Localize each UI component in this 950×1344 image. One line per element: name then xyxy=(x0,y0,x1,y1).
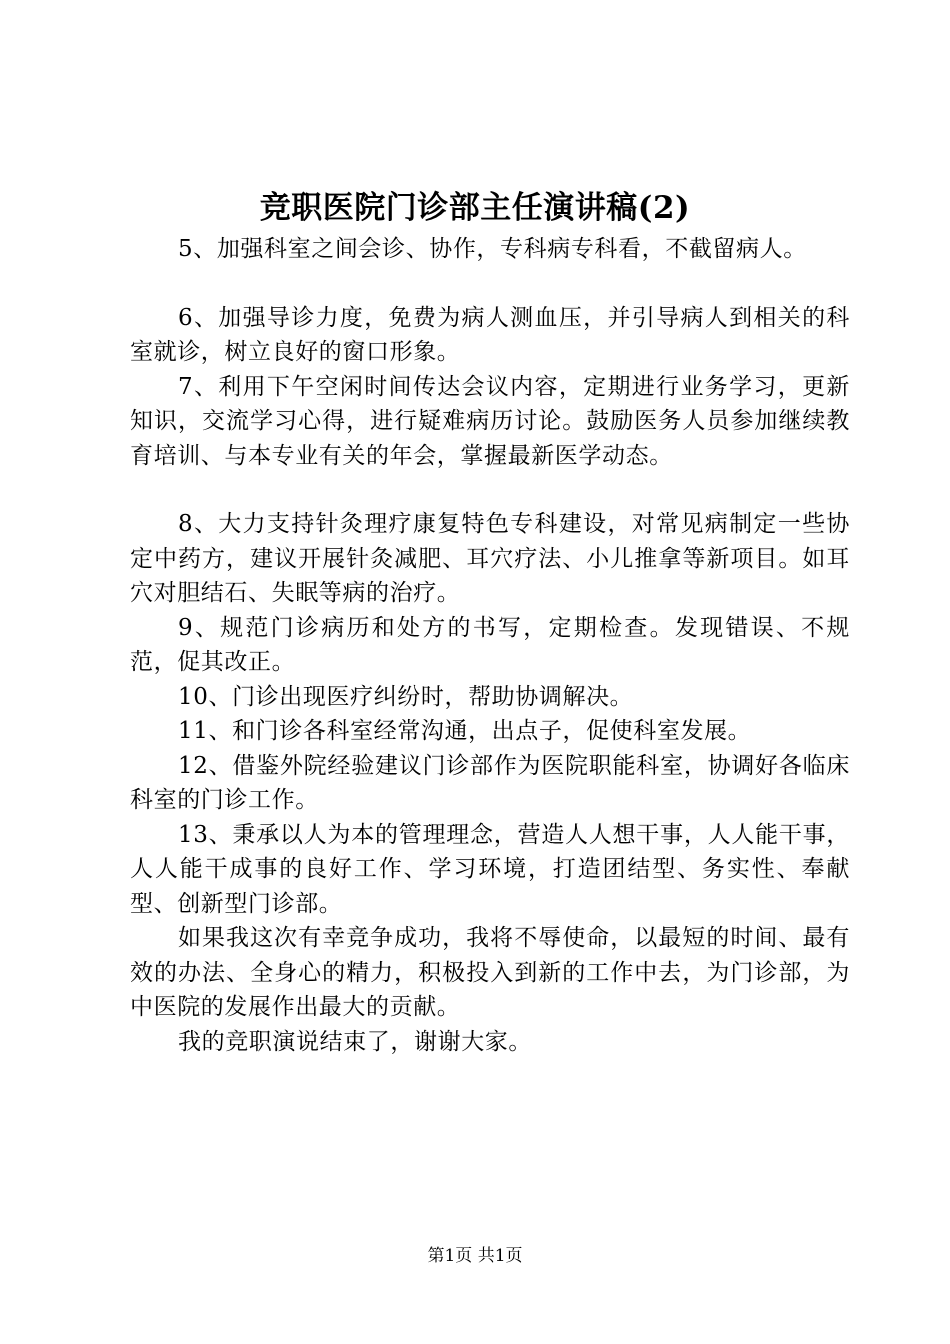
document-title: 竞职医院门诊部主任演讲稿(2) xyxy=(259,190,691,226)
paragraph-9: 9、规范门诊病历和处方的书写，定期检查。发现错误、不规范，促其改正。 xyxy=(130,614,850,675)
paragraph-13: 13、秉承以人为本的管理理念，营造人人想干事，人人能干事，人人能干成事的良好工作、学习环境，打造团结型、务实性、奉献型、创新型门诊部。 xyxy=(130,821,850,917)
paragraph-thanks: 我的竞职演说结束了，谢谢大家。 xyxy=(178,1028,532,1055)
page-footer: 第1页 共1页 xyxy=(427,1246,523,1266)
document-body xyxy=(130,232,850,1059)
paragraph-7: 7、利用下午空闲时间传达会议内容，定期进行业务学习，更新知识，交流学习心得，进行疑难病历讨论。鼓励医务人员参加继续教育培训、与本专业有关的年会，掌握最新医学动态。 xyxy=(130,373,850,469)
paragraph-12: 12、借鉴外院经验建议门诊部作为医院职能科室，协调好各临床科室的门诊工作。 xyxy=(130,752,850,813)
paragraph-8: 8、大力支持针灸理疗康复特色专科建设，对常见病制定一些协定中药方，建议开展针灸减肥、耳穴疗法、小儿推拿等新项目。如耳穴对胆结石、失眠等病的治疗。 xyxy=(130,511,850,606)
paragraph-closing: 如果我这次有幸竞争成功，我将不辱使命，以最短的时间、最有效的办法、全身心的精力，积极投入到新的工作中去，为门诊部，为中医院的发展作出最大的贡献。 xyxy=(130,925,850,1020)
paragraph-10: 10、门诊出现医疗纠纷时，帮助协调解决。 xyxy=(178,683,634,710)
paragraph-11: 11、和门诊各科室经常沟通，出点子，促使科室发展。 xyxy=(178,718,752,744)
paragraph-5: 5、加强科室之间会诊、协作，专科病专科看，不截留病人。 xyxy=(178,236,807,262)
paragraph-6: 6、加强导诊力度，免费为病人测血压，并引导病人到相关的科室就诊，树立良好的窗口形象。 xyxy=(130,304,850,365)
